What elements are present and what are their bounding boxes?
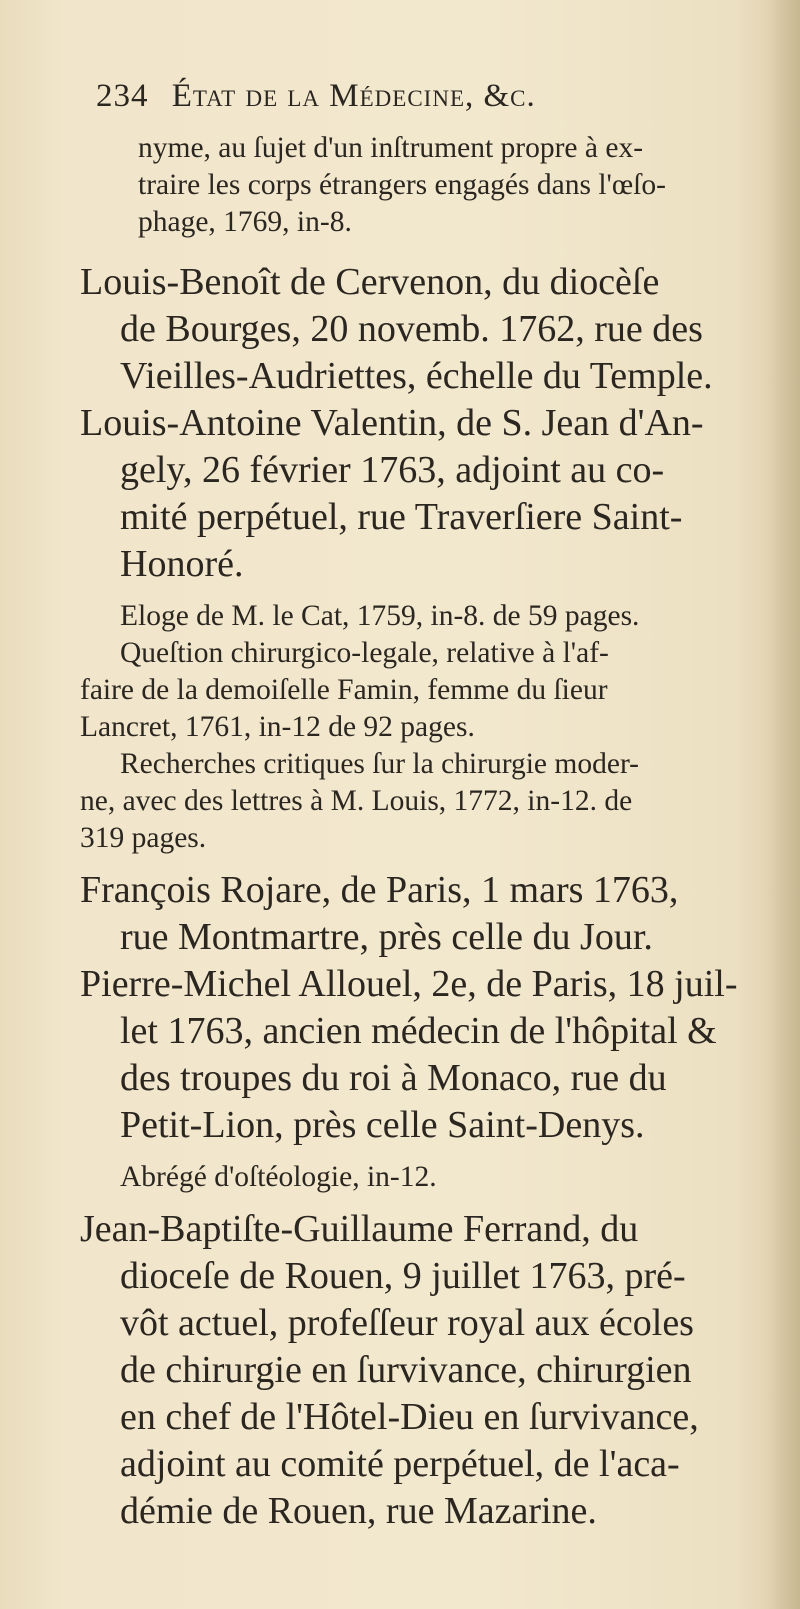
entry-line: adjoint au comité perpétuel, de l'aca- — [120, 1443, 680, 1485]
entry-line: mité perpétuel, rue Traverſiere Saint- — [120, 496, 683, 538]
work-line: Lancret, 1761, in-12 de 92 pages. — [80, 711, 475, 743]
work-line: 319 pages. — [80, 822, 207, 854]
entry-line: François Rojare, de Paris, 1 mars 1763, — [80, 869, 679, 911]
entry-line: let 1763, ancien médecin de l'hôpital & — [120, 1010, 717, 1052]
entry-line: de Bourges, 20 novemb. 1762, rue des — [120, 308, 703, 350]
entry-line: Louis-Antoine Valentin, de S. Jean d'An- — [80, 402, 704, 444]
entry-line: des troupes du roi à Monaco, rue du — [120, 1057, 667, 1099]
entry-line: Louis-Benoît de Cervenon, du diocèſe — [80, 261, 660, 303]
running-title: État de la Médecine, &c. — [171, 78, 536, 114]
text-line: nyme, au ſujet d'un inſtrument propre à ex- — [138, 132, 644, 164]
entry-line: gely, 26 février 1763, adjoint au co- — [120, 449, 665, 491]
text-line: traire les corps étrangers engagés dans l'œſo- — [138, 169, 666, 201]
entry-line: démie de Rouen, rue Mazarine. — [120, 1490, 597, 1532]
entry-line: Honoré. — [120, 543, 244, 585]
work-line: Eloge de M. le Cat, 1759, in-8. de 59 pages. — [120, 600, 640, 632]
work-line: ne, avec des lettres à M. Louis, 1772, in-12. de — [80, 785, 633, 817]
page-body — [80, 130, 760, 1535]
work-line: Queſtion chirurgico-legale, relative à l'af- — [120, 637, 609, 669]
entry-line: Vieilles-Audriettes, échelle du Temple. — [120, 355, 713, 397]
entry-line: rue Montmartre, près celle du Jour. — [120, 916, 653, 958]
text-line: phage, 1769, in-8. — [138, 206, 352, 238]
entry-line: en chef de l'Hôtel-Dieu en ſurvivance, — [120, 1396, 699, 1438]
entry-line: Jean-Baptiſte-Guillaume Ferrand, du — [80, 1208, 639, 1250]
work-line: Recherches critiques ſur la chirurgie moder- — [120, 748, 640, 780]
work-line: faire de la demoiſelle Famin, femme du ſieur — [80, 674, 608, 706]
page-number: 234 — [96, 78, 149, 114]
entry-line: Pierre-Michel Allouel, 2e, de Paris, 18 juil- — [80, 963, 738, 1005]
entry-line: de chirurgie en ſurvivance, chirurgien — [120, 1349, 692, 1391]
page-edge-shadow — [766, 0, 800, 1609]
entry-line: vôt actuel, profeſſeur royal aux écoles — [120, 1302, 694, 1344]
entry-line: Petit-Lion, près celle Saint-Denys. — [120, 1104, 645, 1146]
work-line: Abrégé d'oſtéologie, in-12. — [120, 1161, 437, 1193]
running-header — [96, 78, 696, 115]
entry-line: dioceſe de Rouen, 9 juillet 1763, pré- — [120, 1255, 686, 1297]
